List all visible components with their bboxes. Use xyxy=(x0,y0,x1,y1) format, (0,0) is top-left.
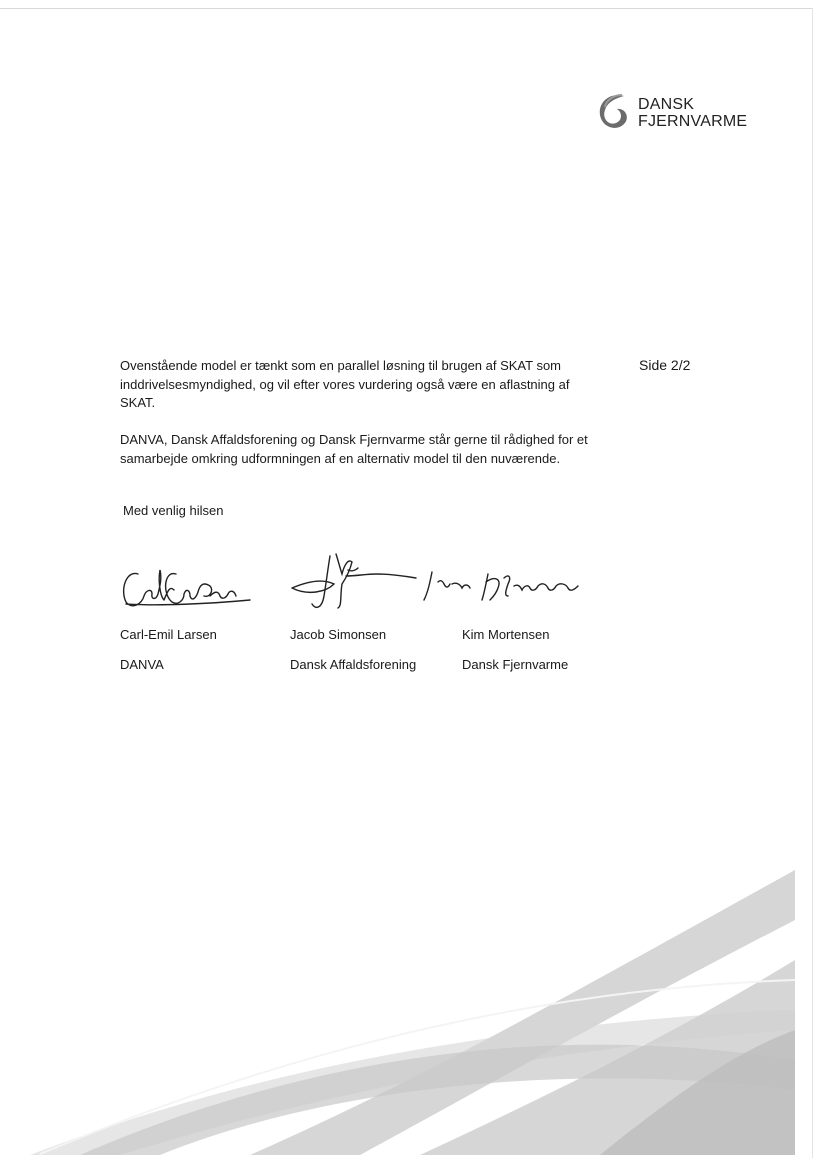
page-top-border xyxy=(0,8,812,9)
logo-line-1: DANSK xyxy=(638,96,695,113)
dansk-fjernvarme-logo xyxy=(594,88,764,138)
swirl-logo-icon xyxy=(594,90,634,134)
signature-jacob-simonsen xyxy=(286,550,426,614)
signatory-name-3: Kim Mortensen xyxy=(462,627,550,642)
page-right-border xyxy=(812,8,813,1158)
signature-kim-mortensen xyxy=(420,568,590,608)
signatory-name-2: Jacob Simonsen xyxy=(290,627,387,642)
signatory-org-1: DANVA xyxy=(120,657,164,672)
paragraph-2: DANVA, Dansk Affaldsforening og Dansk Fjernvarme står gerne til rådighed for et samarbejde omkring udformningen af en alternativ model til den nuværende. xyxy=(120,432,588,466)
page-number: Side 2/2 xyxy=(639,357,691,373)
signature-carl-emil-larsen xyxy=(118,560,258,616)
closing-greeting: Med venlig hilsen xyxy=(123,503,224,518)
decorative-wave-graphic xyxy=(0,860,812,1160)
signatory-org-3: Dansk Fjernvarme xyxy=(462,657,569,672)
signatory-name-1: Carl-Emil Larsen xyxy=(120,627,217,642)
paragraph-1: Ovenstående model er tænkt som en parallel løsning til brugen af SKAT som inddrivelsesmyndighed, og vil efter vores vurdering også være en aflastning af SKAT. xyxy=(120,358,570,410)
signatory-org-2: Dansk Affaldsforening xyxy=(290,657,417,672)
logo-line-2: FJERNVARME xyxy=(638,113,748,130)
